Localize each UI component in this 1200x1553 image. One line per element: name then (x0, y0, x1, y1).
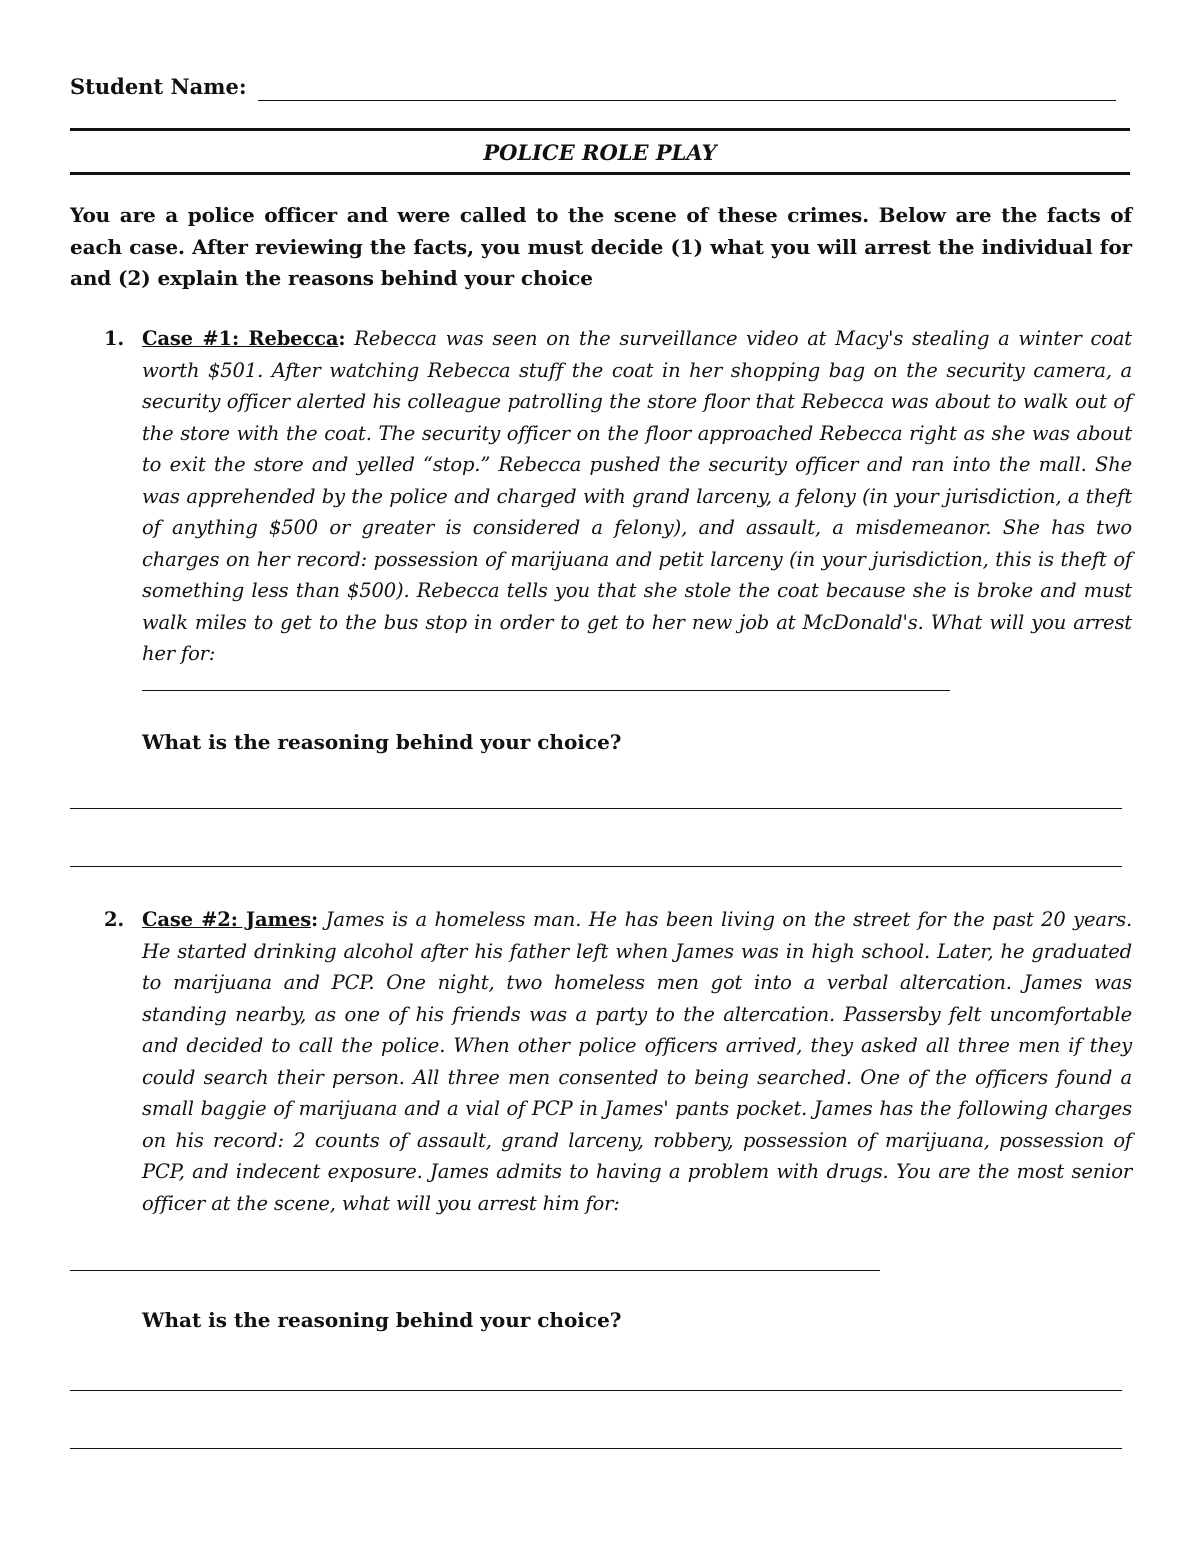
title-bottom-rule (70, 172, 1130, 175)
case-2-colon: : (311, 908, 319, 931)
instructions: You are a police officer and were called to the scene of these crimes. Below are the facts of each case. After reviewing the facts, you must decide (1) what you will arrest the individual for and (2) explain the reasons behind your choice (70, 203, 1132, 290)
case-1-question: What is the reasoning behind your choice? (142, 730, 622, 754)
case-1 (104, 323, 1132, 670)
case-2-reasoning-line-2[interactable] (70, 1448, 1122, 1449)
case-1-arrest-answer-line[interactable] (142, 690, 950, 691)
case-2 (104, 904, 1132, 1219)
case-2-arrest-answer-line[interactable] (70, 1270, 880, 1271)
case-2-reasoning-line-1[interactable] (70, 1390, 1122, 1391)
case-2-text: James is a homeless man. He has been living on the street for the past 20 years. He started drinking alcohol after his father left when James was in high school. Later, he graduated to marijuana and PCP. One night, two homeless men got into a verbal altercation. James was standing nearby, as one of his friends was a party to the altercation. Passersby felt uncomfortable and decided to call the police. When other police officers arrived, they asked all three men if they could search their person. All three men consented to being searched. One of the officers found a small baggie of marijuana and a vial of PCP in James' pants pocket. James has the following charges on his record: 2 counts of assault, grand larceny, robbery, possession of marijuana, possession of PCP, and indecent exposure. James admits to having a problem with drugs. You are the most senior officer at the scene, what will you arrest him for: (142, 908, 1132, 1215)
title-top-rule (70, 128, 1130, 131)
case-2-number: 2. (104, 908, 125, 931)
case-1-colon: : (338, 327, 346, 350)
page-title: POLICE ROLE PLAY (483, 140, 717, 165)
case-1-number: 1. (104, 327, 125, 350)
student-name-label: Student Name: (70, 74, 247, 99)
case-1-reasoning-line-1[interactable] (70, 808, 1122, 809)
case-1-reasoning-line-2[interactable] (70, 866, 1122, 867)
case-1-label: Case #1: Rebecca (142, 327, 339, 350)
case-2-label: Case #2: James (142, 908, 312, 931)
case-2-question: What is the reasoning behind your choice? (142, 1308, 622, 1332)
student-name-field[interactable] (258, 100, 1116, 101)
case-1-text: Rebecca was seen on the surveillance video at Macy's stealing a winter coat worth $501. After watching Rebecca stuff the coat in her shopping bag on the security camera, a security officer alerted his colleague patrolling the store floor that Rebecca was about to walk out of the store with the coat. The security officer on the floor approached Rebecca right as she was about to exit the store and yelled “stop.” Rebecca pushed the security officer and ran into the mall. She was apprehended by the police and charged with grand larceny, a felony (in your jurisdiction, a theft of anything $500 or greater is considered a felony), and assault, a misdemeanor. She has two charges on her record: possession of marijuana and petit larceny (in your jurisdiction, this is theft of something less than $500). Rebecca tells you that she stole the coat because she is broke and must walk miles to get to the bus stop in order to get to her new job at McDonald's. What will you arrest her for: (142, 327, 1132, 665)
